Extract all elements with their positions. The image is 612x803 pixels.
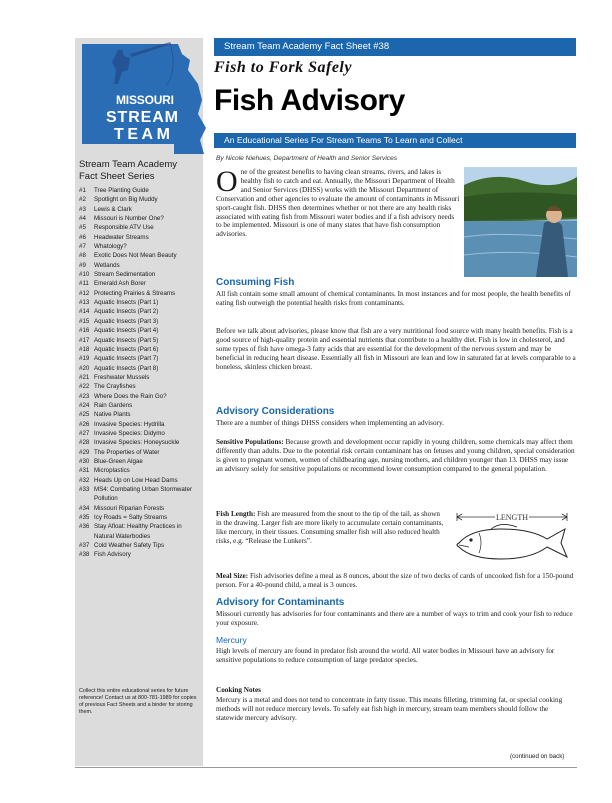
logo-team-text: TEAM <box>114 126 170 143</box>
fact-sheet-number: #26 <box>79 420 90 428</box>
fact-sheet-number: #34 <box>79 504 90 512</box>
kicker-title: Fish to Fork Safely <box>214 59 352 76</box>
fact-sheet-number: #15 <box>79 317 90 325</box>
fact-sheet-list-item <box>79 448 203 457</box>
series-title: Stream Team Academy Fact Sheet Series <box>79 159 178 182</box>
fact-sheet-list-item <box>79 392 203 401</box>
fact-sheet-title: Tree Planting Guide <box>94 187 149 194</box>
missouri-stream-team-logo <box>78 40 210 158</box>
fact-sheet-title: Aquatic Insects (Part 7) <box>94 355 159 363</box>
fact-sheet-number: #37 <box>79 542 90 550</box>
fact-sheet-title: Aquatic Insects (Part 8) <box>94 364 159 372</box>
fact-sheet-list-item <box>79 504 203 513</box>
fact-sheet-list-item <box>79 298 203 307</box>
logo-stream-text: STREAM <box>106 109 178 126</box>
fish-length-paragraph: Fish Length: Fish are measured from the snout to the tip of the tail, as shown in the drawing. Larger fish are more likely to accumulate certain contaminants, like mercury, in their tissues. Consuming smaller fish will also reduced health risks, e.g. “Release the Lunkers”. <box>216 510 444 545</box>
drop-cap: O <box>216 165 238 198</box>
fact-sheet-title: Icy Roads = Salty Streams <box>94 514 168 522</box>
fact-sheet-list-item <box>79 429 203 438</box>
footer-divider <box>75 767 577 768</box>
intro-paragraph: One of the greatest benefits to having clean streams, rivers, and lakes is healthy fish to catch and eat. Annually, the Missouri Department of Health and Senior Services (DHSS) works with the Missouri Department of Conservation and other agencies to evaluate the amount of contaminants in Missouri sport-caught fish. DHSS then determines whether or not there are any health risks associated with eating fish from Missouri water bodies and if a fish advisory needs to be implemented. Missouri is one of many states that have fish consumption advisories. <box>216 165 460 239</box>
fact-sheet-title: Fish Advisory <box>94 551 131 559</box>
contaminants-paragraph: Missouri currently has advisories for four contaminants and there are a number of ways to trim and cook your fish to reduce your exposure. <box>216 610 573 627</box>
heading-mercury: Mercury <box>216 635 247 645</box>
fact-sheet-number: #8 <box>79 252 86 260</box>
fact-sheet-list-item <box>79 485 203 504</box>
fact-sheet-list-item <box>79 326 203 335</box>
fact-sheet-title: Rain Gardens <box>94 401 133 409</box>
fact-sheet-title: Whatology? <box>94 243 127 251</box>
fact-sheet-number: #20 <box>79 364 90 372</box>
fact-sheet-list-item <box>79 466 203 475</box>
length-label: LENGTH <box>496 513 528 522</box>
fish-length-drawing <box>451 507 573 567</box>
cooking-notes-paragraph: Mercury is a metal and does not tend to concentrate in fatty tissue. This means filleting, trimming fat, or special cooking methods will not reduce mercury levels. To safely eat fish high in mercury, stream team members should follow the statewide mercury advisory. <box>216 696 563 722</box>
fact-sheet-title: Freshwater Mussels <box>94 373 150 381</box>
fact-sheet-title: The Properties of Water <box>94 448 160 456</box>
fact-sheet-title: Cold Weather Safety Tips <box>94 542 165 550</box>
fact-sheet-list-item <box>79 476 203 485</box>
fact-sheet-list-item <box>79 457 203 466</box>
fact-sheet-number: #9 <box>79 261 86 269</box>
logo-missouri-text: MISSOURI <box>116 93 174 107</box>
fact-sheet-number: #3 <box>79 205 86 213</box>
heading-advisory-considerations: Advisory Considerations <box>216 406 335 417</box>
fact-sheet-title: Headwater Streams <box>94 233 149 241</box>
byline: By Nicole Niehues, Department of Health and Senior Services <box>216 155 398 162</box>
fact-sheet-title: Heads Up on Low Head Dams <box>94 476 178 484</box>
fact-sheet-number: #28 <box>79 439 90 447</box>
fact-sheet-list-item <box>79 317 203 326</box>
fact-sheet-title: Missouri Riparian Forests <box>94 504 165 512</box>
fact-sheet-number: #25 <box>79 411 90 419</box>
fact-sheet-title: MS4: Combating Urban Stormwater Pollution <box>94 486 193 503</box>
fact-sheet-number: #4 <box>79 215 86 223</box>
fact-sheet-number: #33 <box>79 486 90 493</box>
fact-sheet-number: #18 <box>79 345 90 353</box>
fact-sheet-list-item <box>79 270 203 279</box>
fact-sheet-number: #17 <box>79 336 90 344</box>
fact-sheet-list-item <box>79 420 203 429</box>
fact-sheet-list-item <box>79 242 203 251</box>
bass-fish-icon <box>457 529 567 559</box>
fact-sheet-number: #2 <box>79 196 86 204</box>
fact-sheet-list-item <box>79 336 203 345</box>
fact-sheet-list-item <box>79 410 203 419</box>
fact-sheet-number: #19 <box>79 355 90 363</box>
fact-sheet-number: #10 <box>79 271 90 279</box>
fact-sheet-number: #16 <box>79 327 90 335</box>
meal-size-paragraph: Meal Size: Fish advisories define a meal as 8 ounces, about the size of two decks of cards of uncooked fish for a 150-pound person. For a 40-pound child, a meal is 3 ounces. <box>216 572 574 589</box>
fact-sheet-number: #36 <box>79 523 90 531</box>
fact-sheet-number: #5 <box>79 224 86 232</box>
consuming-paragraph-2: Before we talk about advisories, please know that fish are a very nutritional food source with many health benefits. Fish is a good source of high-quality protein and essential nutrients that contribute to a healthy diet. Fish is low in cholesterol, and some types of fish have omega-3 fatty acids that are essential for the development of the nervous system and may be beneficial in reducing heart disease. Essentially all fish in Missouri are lean and low in saturated fat at levels comparable to a boneless, skinless chicken breast. <box>216 327 576 371</box>
fact-sheet-list-item <box>79 233 203 242</box>
fact-sheet-list-item <box>79 307 203 316</box>
fact-sheet-number: #23 <box>79 392 90 400</box>
fact-sheet-title: Aquatic Insects (Part 3) <box>94 317 159 325</box>
fact-sheet-number: #11 <box>79 280 89 288</box>
fact-sheet-title: Aquatic Insects (Part 1) <box>94 299 159 307</box>
fact-sheet-title: Emerald Ash Borer <box>94 280 146 288</box>
fact-sheet-title: Responsible ATV Use <box>94 224 154 232</box>
fact-sheet-title: Lewis & Clark <box>94 205 132 213</box>
fact-sheet-title: Native Plants <box>94 411 131 419</box>
cooking-notes-heading: Cooking Notes <box>216 686 261 694</box>
series-label-bar: Stream Team Academy Fact Sheet #38 <box>214 38 576 56</box>
collect-note: Collect this entire educational series for future reference! Contact us at 800-781-1989 for copies of previous Fact Sheets and a binder for storing them. <box>79 688 197 715</box>
fact-sheet-number: #27 <box>79 429 90 437</box>
fact-sheet-number: #21 <box>79 373 90 381</box>
fact-sheet-number: #24 <box>79 401 90 409</box>
fact-sheet-number: #32 <box>79 476 90 484</box>
fact-sheet-title: Invasive Species: Hydrilla <box>94 420 165 428</box>
fact-sheet-list-item <box>79 382 203 391</box>
fact-sheet-number: #31 <box>79 467 90 475</box>
fact-sheet-list <box>79 186 203 560</box>
fact-sheet-list-item <box>79 550 203 559</box>
fact-sheet-title: Invasive Species: Didymo <box>94 429 165 437</box>
fact-sheet-title: Protecting Prairies & Streams <box>94 289 176 297</box>
fact-sheet-title: Microplastics <box>94 467 130 475</box>
fact-sheet-title: Wetlands <box>94 261 120 269</box>
fact-sheet-number: #29 <box>79 448 90 456</box>
fact-sheet-list-item <box>79 345 203 354</box>
fact-sheet-list-item <box>79 438 203 447</box>
fact-sheet-title: Stream Sedimentation <box>94 271 156 279</box>
sensitive-populations-paragraph: Sensitive Populations: Because growth and development occur rapidly in young children, some chemicals may affect them differently than adults. Due to the potential risk certain contaminant has on fetuses and young children, special consideration is given to pregnant women, women of childbearing age, nursing mothers, and children younger than 13. DHSS may issue an advisory solely for sensitive populations or recommend lower consumption compared to the general population. <box>216 438 575 473</box>
fact-sheet-title: Where Does the Rain Go? <box>94 392 167 400</box>
fact-sheet-list-item <box>79 279 203 288</box>
fact-sheet-title: Missouri is Number One? <box>94 215 164 223</box>
fact-sheet-number: #13 <box>79 299 90 307</box>
fact-sheet-number: #14 <box>79 308 90 316</box>
fact-sheet-list-item <box>79 541 203 550</box>
continued-on-back: (continued on back) <box>510 753 565 760</box>
fact-sheet-title: Aquatic Insects (Part 6) <box>94 345 159 353</box>
heading-consuming-fish: Consuming Fish <box>216 277 295 288</box>
fact-sheet-title: Invasive Species: Honeysuckle <box>94 439 180 447</box>
fact-sheet-list-item <box>79 205 203 214</box>
fact-sheet-title: The Crayfishes <box>94 383 136 391</box>
fact-sheet-list-item <box>79 251 203 260</box>
consuming-paragraph-1: All fish contain some small amount of chemical contaminants. In most instances and for most people, the health benefits of eating fish outweigh the potential health risks from contaminants. <box>216 290 571 307</box>
fact-sheet-number: #12 <box>79 289 90 297</box>
fact-sheet-list-item <box>79 513 203 522</box>
fact-sheet-number: #1 <box>79 187 86 194</box>
fact-sheet-list-item <box>79 354 203 363</box>
fact-sheet-number: #6 <box>79 233 86 241</box>
fact-sheet-number: #30 <box>79 457 90 465</box>
fact-sheet-list-item <box>79 195 203 204</box>
fact-sheet-list-item <box>79 214 203 223</box>
fact-sheet-title: Exotic Does Not Mean Beauty <box>94 252 177 260</box>
fact-sheet-title: Aquatic Insects (Part 2) <box>94 308 159 316</box>
fact-sheet-list-item <box>79 364 203 373</box>
fact-sheet-title: Aquatic Insects (Part 4) <box>94 327 159 335</box>
fact-sheet-list-item <box>79 373 203 382</box>
heading-advisory-contaminants: Advisory for Contaminants <box>216 597 345 608</box>
fact-sheet-list-item <box>79 223 203 232</box>
fact-sheet-number: #35 <box>79 514 90 522</box>
fact-sheet-list-item <box>79 261 203 270</box>
fact-sheet-title: Aquatic Insects (Part 5) <box>94 336 159 344</box>
fact-sheet-number: #22 <box>79 383 90 391</box>
fact-sheet-list-item <box>79 289 203 298</box>
tagline-bar: An Educational Series For Stream Teams To Learn and Collect <box>214 133 576 148</box>
fact-sheet-list-item <box>79 401 203 410</box>
river-kayak-photo <box>464 167 577 277</box>
fact-sheet-list-item <box>79 186 203 195</box>
fact-sheet-title: Stay Afloat: Healthy Practices in Natural Waterbodies <box>94 523 182 540</box>
fact-sheet-title: Spotlight on Big Muddy <box>94 196 158 204</box>
fact-sheet-number: #38 <box>79 551 90 559</box>
fact-sheet-title: Blue-Green Algae <box>94 457 143 465</box>
page-title: Fish Advisory <box>214 84 405 117</box>
fact-sheet-list-item <box>79 522 203 541</box>
advisory-paragraph: There are a number of things DHSS considers when implementing an advisory. <box>216 419 444 427</box>
fact-sheet-number: #7 <box>79 243 86 251</box>
mercury-paragraph: High levels of mercury are found in predator fish around the world. All water bodies in Missouri have an advisory for sensitive populations to reduce consumption of large predator species. <box>216 647 555 664</box>
